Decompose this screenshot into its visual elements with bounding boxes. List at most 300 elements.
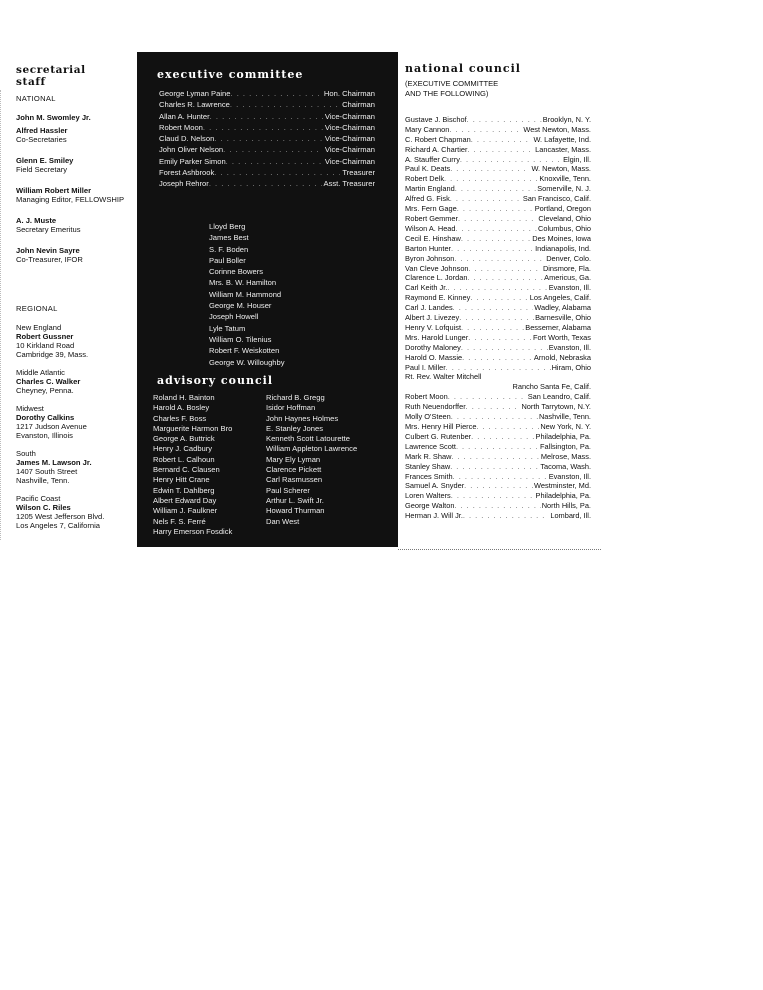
officer-role: Treasurer bbox=[342, 168, 375, 178]
advisory-member: Kenneth Scott Latourette bbox=[266, 434, 351, 444]
advisory-member: Harry Emerson Fosdick bbox=[153, 526, 233, 536]
council-location: Indianapolis, Ind. bbox=[535, 243, 591, 253]
council-location: Rancho Santa Fe, Calif. bbox=[512, 382, 591, 392]
council-location: Elgin, Ill. bbox=[563, 154, 591, 164]
council-row bbox=[405, 145, 591, 155]
council-location: Fallsington, Pa. bbox=[540, 441, 591, 451]
region-name: South bbox=[16, 449, 36, 458]
advisory-member: Roland H. Bainton bbox=[153, 393, 215, 402]
advisory-member: William J. Faulkner bbox=[153, 506, 218, 516]
regional-entry bbox=[16, 494, 136, 530]
council-row bbox=[405, 382, 591, 392]
heading-line-1: secretarial bbox=[16, 64, 86, 76]
leader-dots bbox=[463, 511, 549, 521]
leader-dots bbox=[450, 462, 539, 472]
council-row bbox=[405, 313, 591, 323]
committee-member: Paul Boller bbox=[209, 255, 246, 265]
committee-member: S. F. Boden bbox=[209, 244, 249, 254]
officer-name: Forest Ashbrook bbox=[159, 168, 215, 178]
officer-row bbox=[159, 156, 375, 167]
council-row bbox=[405, 452, 591, 462]
council-row bbox=[405, 392, 591, 402]
council-row bbox=[405, 204, 591, 214]
council-row bbox=[405, 333, 591, 343]
region-name: Middle Atlantic bbox=[16, 368, 65, 377]
leader-dots bbox=[461, 343, 548, 353]
advisory-member: John Haynes Holmes bbox=[266, 413, 339, 423]
council-row bbox=[405, 115, 591, 125]
council-row bbox=[405, 511, 591, 521]
council-row bbox=[405, 481, 591, 491]
committee-member: William M. Hammond bbox=[209, 289, 282, 299]
advisory-member: Albert Edward Day bbox=[153, 495, 217, 505]
council-name: Raymond E. Kinney bbox=[405, 293, 471, 303]
staff-title: Co-Secretaries bbox=[16, 135, 67, 144]
council-location: New York, N. Y. bbox=[540, 422, 591, 431]
council-row bbox=[405, 224, 591, 234]
leader-dots bbox=[454, 501, 540, 511]
leader-dots bbox=[476, 422, 539, 432]
region-name: Pacific Coast bbox=[16, 494, 61, 503]
council-location: Evanston, Ill. bbox=[548, 342, 591, 352]
national-council-subheading bbox=[405, 79, 591, 99]
council-name: Cecil E. Hinshaw bbox=[405, 233, 461, 243]
council-row bbox=[405, 432, 591, 442]
council-row bbox=[405, 135, 591, 145]
council-row bbox=[405, 323, 591, 333]
council-location: Barnesville, Ohio bbox=[535, 313, 591, 323]
committee-member: Lloyd Berg bbox=[209, 222, 246, 231]
advisory-member: Mary Ely Lyman bbox=[266, 454, 321, 464]
council-location: Columbus, Ohio bbox=[538, 223, 591, 233]
staff-name: A. J. Muste bbox=[16, 216, 57, 225]
council-row bbox=[405, 125, 591, 135]
council-location: Nashville, Tenn. bbox=[538, 412, 591, 422]
council-row bbox=[405, 462, 591, 472]
council-location: Philadelphia, Pa. bbox=[535, 491, 591, 501]
advisory-member: Paul Scherer bbox=[266, 485, 310, 495]
leader-dots bbox=[456, 224, 537, 234]
subheading-line-2: AND THE FOLLOWING) bbox=[405, 88, 489, 98]
regional-entry bbox=[16, 449, 136, 485]
officer-name: Emily Parker Simon bbox=[159, 156, 226, 166]
staff-entry bbox=[16, 216, 136, 234]
council-row bbox=[405, 234, 591, 244]
council-name: Mark R. Shaw bbox=[405, 451, 452, 461]
officer-role: Vice-Chairman bbox=[324, 122, 375, 132]
staff-title: Secretary Emeritus bbox=[16, 225, 81, 234]
council-name: Albert J. Livezey bbox=[405, 313, 460, 323]
leader-dots bbox=[471, 135, 533, 145]
council-location: Philadelphia, Pa. bbox=[535, 431, 591, 441]
regional-entry bbox=[16, 404, 136, 440]
leader-dots bbox=[457, 204, 534, 214]
council-location: Tacoma, Wash. bbox=[540, 461, 591, 471]
council-row bbox=[405, 264, 591, 274]
council-location: W. Newton, Mass. bbox=[531, 164, 591, 174]
heading-line-2: staff bbox=[16, 76, 46, 88]
council-location: Melrose, Mass. bbox=[540, 451, 591, 461]
council-name: Mrs. Harold Lunger bbox=[405, 332, 469, 342]
staff-entry bbox=[16, 113, 136, 122]
council-row bbox=[405, 402, 591, 412]
leader-dots bbox=[209, 178, 322, 189]
national-staff-list bbox=[16, 113, 136, 264]
council-name: Mrs. Fern Gage bbox=[405, 204, 457, 214]
officer-row bbox=[159, 167, 375, 178]
officer-role: Vice-Chairman bbox=[324, 156, 375, 166]
leader-dots bbox=[470, 293, 528, 303]
national-label: NATIONAL bbox=[16, 94, 56, 103]
executive-officers-list bbox=[159, 88, 375, 190]
officer-role: Vice-Chairman bbox=[324, 145, 375, 155]
committee-member: George W. Willoughby bbox=[209, 357, 285, 367]
council-location: San Francisco, Calif. bbox=[522, 194, 591, 204]
leader-dots bbox=[448, 392, 527, 402]
council-location: Lancaster, Mass. bbox=[535, 144, 591, 154]
council-row bbox=[405, 254, 591, 264]
address-line-1: Cheyney, Penna. bbox=[16, 386, 74, 395]
regional-secretary-name: James M. Lawson Jr. bbox=[16, 458, 92, 467]
council-location: North Hills, Pa. bbox=[541, 501, 591, 511]
staff-title: Field Secretary bbox=[16, 165, 68, 174]
advisory-list-left bbox=[153, 393, 232, 537]
officer-row bbox=[159, 144, 375, 155]
council-name: Loren Walters bbox=[405, 491, 451, 501]
council-row bbox=[405, 164, 591, 174]
council-row bbox=[405, 372, 591, 382]
council-name: Carl Keith Jr. bbox=[405, 283, 448, 293]
advisory-member: Arthur L. Swift Jr. bbox=[266, 495, 324, 505]
advisory-member: E. Stanley Jones bbox=[266, 423, 323, 433]
address-line-1: 1217 Judson Avenue bbox=[16, 422, 87, 431]
council-location: Knoxville, Tenn. bbox=[539, 174, 591, 184]
advisory-member: George A. Buttrick bbox=[153, 434, 215, 444]
leader-dots bbox=[460, 155, 562, 165]
committee-member: Lyle Tatum bbox=[209, 323, 246, 333]
regional-secretary-name: Dorothy Calkins bbox=[16, 413, 75, 422]
address-line-2: Cambridge 39, Mass. bbox=[16, 350, 89, 359]
council-name: Molly O'Steen bbox=[405, 412, 451, 422]
leader-dots bbox=[456, 442, 539, 452]
staff-name: John Nevin Sayre bbox=[16, 246, 80, 255]
advisory-member: Marguerite Harmon Bro bbox=[153, 423, 233, 433]
council-location: Americus, Ga. bbox=[544, 273, 591, 283]
council-name: Henry V. Lofquist bbox=[405, 322, 462, 332]
council-location: Hiram, Ohio bbox=[551, 362, 591, 372]
council-name: Dorothy Maloney bbox=[405, 342, 461, 352]
council-name: George Walton bbox=[405, 501, 455, 511]
advisory-council-heading: advisory council bbox=[157, 374, 274, 387]
officer-name: Allan A. Hunter bbox=[159, 111, 210, 121]
leader-dots bbox=[203, 122, 323, 133]
council-location: Brooklyn, N. Y. bbox=[542, 114, 591, 124]
advisory-list-right bbox=[266, 393, 357, 527]
committee-member: Corinne Bowers bbox=[209, 267, 264, 277]
council-location: Lombard, Ill. bbox=[550, 511, 591, 521]
council-name: Herman J. Will Jr. bbox=[405, 511, 463, 521]
council-location: W. Lafayette, Ind. bbox=[533, 134, 591, 144]
council-row bbox=[405, 303, 591, 313]
advisory-member: Nels F. S. Ferré bbox=[153, 516, 206, 526]
staff-title: Co-Treasurer, IFOR bbox=[16, 255, 83, 264]
council-name: Stanley Shaw bbox=[405, 461, 451, 471]
council-location: Wadley, Alabama bbox=[534, 303, 591, 313]
bottom-rule bbox=[398, 549, 601, 550]
staff-name: John M. Swomley Jr. bbox=[16, 113, 91, 122]
council-location: Fort Worth, Texas bbox=[532, 332, 591, 342]
leader-dots bbox=[461, 234, 531, 244]
leader-dots bbox=[464, 481, 533, 491]
staff-name: Alfred Hassler bbox=[16, 126, 68, 135]
leader-dots bbox=[453, 472, 548, 482]
leader-dots bbox=[454, 254, 545, 264]
council-row bbox=[405, 412, 591, 422]
advisory-member: Edwin T. Dahlberg bbox=[153, 485, 215, 495]
leader-dots bbox=[223, 144, 323, 155]
region-name: Midwest bbox=[16, 404, 44, 413]
officer-name: Joseph Rehror bbox=[159, 179, 209, 189]
leader-dots bbox=[458, 214, 537, 224]
address-line-1: 1205 West Jefferson Blvd. bbox=[16, 512, 105, 521]
committee-member: Mrs. B. W. Hamilton bbox=[209, 278, 277, 288]
officer-role: Vice-Chairman bbox=[324, 134, 375, 144]
advisory-member: William Appleton Lawrence bbox=[266, 444, 358, 454]
council-name: Alfred G. Fisk bbox=[405, 194, 450, 204]
council-row bbox=[405, 353, 591, 363]
council-row bbox=[405, 155, 591, 165]
committee-member: William O. Tilenius bbox=[209, 334, 272, 344]
advisory-member: Harold A. Bosley bbox=[153, 403, 210, 413]
council-location: Des Moines, Iowa bbox=[532, 233, 591, 243]
council-name: Robert Delk bbox=[405, 174, 445, 184]
council-location: Denver, Colo. bbox=[546, 253, 591, 263]
advisory-member: Carl Rasmussen bbox=[266, 475, 323, 485]
national-council-list bbox=[405, 115, 591, 521]
regional-secretary-name: Wilson C. Riles bbox=[16, 503, 71, 512]
council-location: Evanston, Ill. bbox=[548, 471, 591, 481]
council-name: Harold O. Massie bbox=[405, 352, 463, 362]
council-name: Richard A. Chartier bbox=[405, 144, 468, 154]
leader-dots bbox=[447, 283, 547, 293]
regional-entry bbox=[16, 323, 136, 359]
advisory-member: Howard Thurman bbox=[266, 506, 325, 516]
advisory-member: Bernard C. Clausen bbox=[153, 465, 220, 475]
national-council-column bbox=[405, 64, 591, 521]
subheading-line-1: (EXECUTIVE COMMITTEE bbox=[405, 78, 499, 88]
officer-name: John Oliver Nelson bbox=[159, 145, 224, 155]
council-name: Samuel A. Snyder bbox=[405, 481, 465, 491]
officer-row bbox=[159, 122, 375, 133]
staff-name: William Robert Miller bbox=[16, 186, 92, 195]
executive-committee-heading: executive committee bbox=[157, 68, 304, 81]
council-row bbox=[405, 422, 591, 432]
officer-role: Asst. Treasurer bbox=[323, 179, 375, 189]
committee-member: George M. Houser bbox=[209, 301, 272, 311]
regional-secretary-name: Robert Gussner bbox=[16, 332, 74, 341]
council-location: North Tarrytown, N.Y. bbox=[521, 402, 591, 412]
leader-dots bbox=[449, 125, 522, 135]
council-name: A. Stauffer Curry bbox=[405, 154, 460, 164]
council-name: Robert Gemmer bbox=[405, 213, 458, 223]
leader-dots bbox=[446, 363, 551, 373]
advisory-member: Clarence Pickett bbox=[266, 465, 322, 475]
council-location: Westminster, Md. bbox=[534, 481, 591, 491]
leader-dots bbox=[462, 353, 533, 363]
leader-dots bbox=[214, 167, 340, 178]
council-name: Van Cleve Johnson bbox=[405, 263, 469, 273]
council-row bbox=[405, 194, 591, 204]
leader-dots bbox=[467, 273, 543, 283]
leader-dots bbox=[451, 412, 538, 422]
regional-secretary-name: Charles C. Walker bbox=[16, 377, 81, 386]
council-row bbox=[405, 273, 591, 283]
officer-name: Claud D. Nelson bbox=[159, 134, 215, 144]
advisory-member: Robert L. Calhoun bbox=[153, 454, 215, 464]
council-row bbox=[405, 501, 591, 511]
staff-entry bbox=[16, 186, 136, 204]
advisory-member: Henry J. Cadbury bbox=[153, 444, 213, 454]
council-name: Culbert G. Rutenber bbox=[405, 431, 472, 441]
council-name: Lawrence Scott bbox=[405, 441, 456, 451]
advisory-member: Richard B. Gregg bbox=[266, 393, 325, 402]
leader-dots bbox=[455, 184, 536, 194]
committee-member: Joseph Howell bbox=[209, 312, 259, 322]
committee-member: Robert F. Weiskotten bbox=[209, 346, 280, 356]
council-location: Bessemer, Alabama bbox=[525, 322, 591, 332]
black-panel bbox=[137, 52, 398, 547]
council-row bbox=[405, 184, 591, 194]
officer-row bbox=[159, 133, 375, 144]
council-location: Arnold, Nebraska bbox=[533, 352, 591, 362]
council-name: C. Robert Chapman bbox=[405, 134, 471, 144]
officer-name: George Lyman Paine bbox=[159, 89, 231, 98]
address-line-2: Nashville, Tenn. bbox=[16, 476, 70, 485]
council-name: Martin England bbox=[405, 184, 455, 194]
secretarial-staff-heading bbox=[16, 64, 136, 88]
council-location: Los Angeles, Calif. bbox=[529, 293, 591, 303]
leader-dots bbox=[451, 491, 535, 501]
leader-dots bbox=[214, 133, 323, 144]
council-name: Wilson A. Head bbox=[405, 223, 456, 233]
officer-row bbox=[159, 88, 375, 99]
council-name: Clarence L. Jordan bbox=[405, 273, 468, 283]
council-name: Paul K. Deats bbox=[405, 164, 451, 174]
regional-staff-list bbox=[16, 323, 136, 530]
council-location: Evanston, Ill. bbox=[548, 283, 591, 293]
council-row bbox=[405, 214, 591, 224]
address-line-2: Evanston, Illinois bbox=[16, 431, 73, 440]
council-location: Cleveland, Ohio bbox=[538, 213, 591, 223]
leader-dots bbox=[466, 402, 521, 412]
council-row bbox=[405, 343, 591, 353]
officer-row bbox=[159, 178, 375, 189]
council-location: San Leandro, Calif. bbox=[527, 392, 591, 402]
address-line-1: 10 Kirkland Road bbox=[16, 341, 75, 350]
leader-dots bbox=[469, 264, 542, 274]
council-name: Robert Moon bbox=[405, 392, 448, 402]
executive-members-list bbox=[209, 221, 285, 368]
committee-member: James Best bbox=[209, 233, 249, 243]
staff-entry bbox=[16, 246, 136, 264]
council-row bbox=[405, 244, 591, 254]
council-row bbox=[405, 293, 591, 303]
council-name: Frances Smith bbox=[405, 471, 453, 481]
leader-dots bbox=[230, 99, 340, 110]
council-name: Ruth Neuendorffer bbox=[405, 402, 466, 412]
officer-row bbox=[159, 99, 375, 110]
officer-name: Robert Moon bbox=[159, 122, 203, 132]
council-location: Portland, Oregon bbox=[534, 204, 591, 214]
advisory-member: Isidor Hoffman bbox=[266, 403, 316, 413]
national-council-heading: national council bbox=[405, 62, 521, 75]
council-name: Rt. Rev. Walter Mitchell bbox=[405, 372, 482, 382]
advisory-member: Dan West bbox=[266, 516, 300, 526]
leader-dots bbox=[451, 244, 534, 254]
leader-dots bbox=[451, 452, 539, 462]
officer-row bbox=[159, 111, 375, 122]
council-name: Paul I. Miller bbox=[405, 362, 446, 372]
leader-dots bbox=[453, 303, 534, 313]
council-name: Barton Hunter bbox=[405, 243, 452, 253]
regional-entry bbox=[16, 368, 136, 395]
advisory-member: Henry Hitt Crane bbox=[153, 475, 210, 485]
leader-dots bbox=[444, 174, 538, 184]
officer-role: Hon. Chairman bbox=[323, 89, 375, 98]
leader-dots bbox=[450, 164, 530, 174]
council-name: Gustave J. Bischof bbox=[405, 114, 467, 124]
leader-dots bbox=[467, 115, 542, 125]
leader-dots bbox=[471, 432, 534, 442]
council-name: Mary Cannon bbox=[405, 124, 450, 134]
advisory-member: Charles F. Boss bbox=[153, 413, 207, 423]
council-location: Dinsmore, Fla. bbox=[542, 263, 591, 273]
council-row bbox=[405, 174, 591, 184]
staff-entry bbox=[16, 126, 136, 144]
council-row bbox=[405, 283, 591, 293]
left-edge-rule bbox=[0, 90, 1, 540]
officer-role: Vice-Chairman bbox=[324, 111, 375, 121]
council-row bbox=[405, 363, 591, 373]
leader-dots bbox=[226, 156, 323, 167]
leader-dots bbox=[461, 323, 524, 333]
council-name: Carl J. Landes bbox=[405, 303, 453, 313]
leader-dots bbox=[468, 333, 532, 343]
council-row bbox=[405, 491, 591, 501]
council-name: Byron Johnson bbox=[405, 253, 455, 263]
region-name: New England bbox=[16, 323, 62, 332]
leader-dots bbox=[459, 313, 534, 323]
staff-entry bbox=[16, 156, 136, 174]
address-line-2: Los Angeles 7, California bbox=[16, 521, 101, 530]
council-location: West Newton, Mass. bbox=[523, 124, 591, 134]
officer-name: Charles R. Lawrence bbox=[159, 100, 230, 110]
officer-role: Chairman bbox=[342, 100, 375, 110]
leader-dots bbox=[467, 145, 534, 155]
council-name: Mrs. Henry Hill Pierce bbox=[405, 422, 477, 431]
leader-dots bbox=[210, 111, 323, 122]
council-row bbox=[405, 442, 591, 452]
staff-name: Glenn E. Smiley bbox=[16, 156, 74, 165]
regional-label: REGIONAL bbox=[16, 304, 58, 313]
leader-dots bbox=[230, 88, 321, 99]
council-row bbox=[405, 472, 591, 482]
staff-title: Managing Editor, FELLOWSHIP bbox=[16, 195, 125, 204]
council-location: Somerville, N. J. bbox=[537, 184, 591, 194]
secretarial-staff-column bbox=[16, 64, 136, 539]
leader-dots bbox=[450, 194, 522, 204]
address-line-1: 1407 South Street bbox=[16, 467, 78, 476]
